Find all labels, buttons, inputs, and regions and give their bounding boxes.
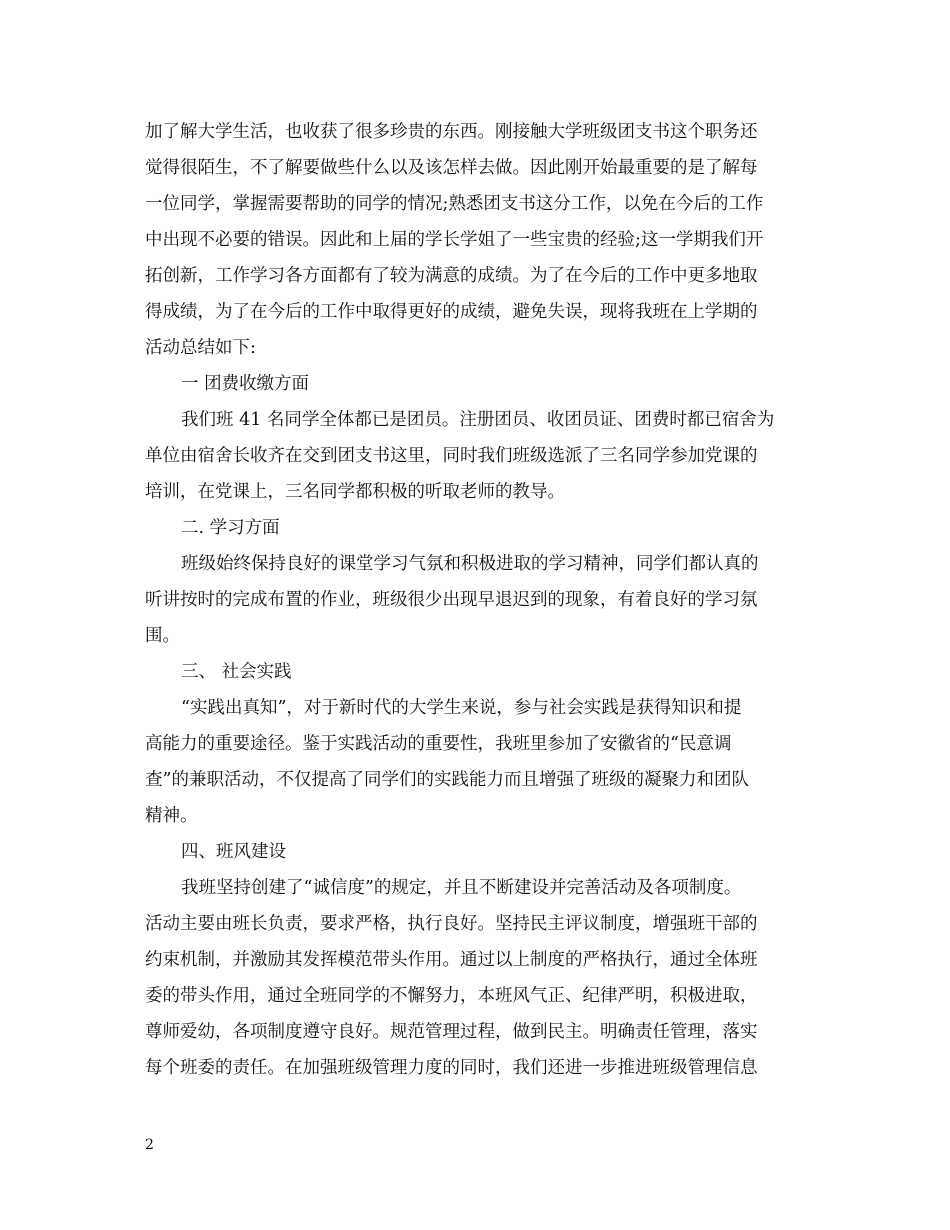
text-line: 得成绩，为了在今后的工作中取得更好的成绩，避免失误，现将我班在上学期的 xyxy=(145,302,758,322)
text-line: 我班坚持创建了“诚信度”的规定，并且不断建设并完善活动及各项制度。 xyxy=(181,878,742,898)
text-line: 一 团费收缴方面 xyxy=(181,374,310,394)
text-line: 听讲按时的完成布置的作业，班级很少出现早退迟到的现象，有着良好的学习氛 xyxy=(145,590,758,610)
text-line: 高能力的重要途径。鉴于实践活动的重要性，我班里参加了安徽省的“民意调 xyxy=(145,734,732,754)
text-line: 拓创新，工作学习各方面都有了较为满意的成绩。为了在今后的工作中更多地取 xyxy=(145,266,758,286)
text-line: 一位同学，掌握需要帮助的同学的情况;熟悉团支书这分工作，以免在今后的工作 xyxy=(145,194,764,214)
text-line: 围。 xyxy=(145,626,180,646)
text-line: “实践出真知”，对于新时代的大学生来说，参与社会实践是获得知识和提 xyxy=(181,698,742,718)
text-line: 中出现不必要的错误。因此和上届的学长学姐了一些宝贵的经验;这一学期我们开 xyxy=(145,230,764,250)
text-line: 四、班风建设 xyxy=(181,842,286,862)
text-line: 约束机制，并激励其发挥模范带头作用。通过以上制度的严格执行，通过全体班 xyxy=(145,950,758,970)
text-line: 活动总结如下: xyxy=(145,338,256,358)
text-line: 觉得很陌生，不了解要做些什么以及该怎样去做。因此刚开始最重要的是了解每 xyxy=(145,158,758,178)
text-line: 我们班 41 名同学全体都已是团员。注册团员、收团员证、团费时都已宿舍为 xyxy=(181,410,775,430)
text-line: 委的带头作用，通过全班同学的不懈努力，本班风气正、纪律严明，积极进取， xyxy=(145,986,758,1006)
text-line: 查”的兼职活动，不仅提高了同学们的实践能力而且增强了班级的凝聚力和团队 xyxy=(145,770,749,790)
text-line: 二. 学习方面 xyxy=(181,518,280,538)
document-body xyxy=(145,114,805,1086)
text-line: 加了解大学生活，也收获了很多珍贵的东西。刚接触大学班级团支书这个职务还 xyxy=(145,122,758,142)
text-line: 精神。 xyxy=(145,806,198,826)
text-line: 班级始终保持良好的课堂学习气氛和积极进取的学习精神，同学们都认真的 xyxy=(181,554,759,574)
text-line: 尊师爱幼，各项制度遵守良好。规范管理过程，做到民主。明确责任管理，落实 xyxy=(145,1022,758,1042)
text-line: 活动主要由班长负责，要求严格，执行良好。坚持民主评议制度，增强班干部的 xyxy=(145,914,758,934)
text-line: 培训，在党课上，三名同学都积极的听取老师的教导。 xyxy=(145,482,565,502)
page-number: 2 xyxy=(145,1137,154,1153)
text-line: 三、 社会实践 xyxy=(181,662,292,682)
text-line: 每个班委的责任。在加强班级管理力度的同时，我们还进一步推进班级管理信息 xyxy=(145,1058,758,1078)
text-line: 单位由宿舍长收齐在交到团支书这里，同时我们班级选派了三名同学参加党课的 xyxy=(145,446,758,466)
